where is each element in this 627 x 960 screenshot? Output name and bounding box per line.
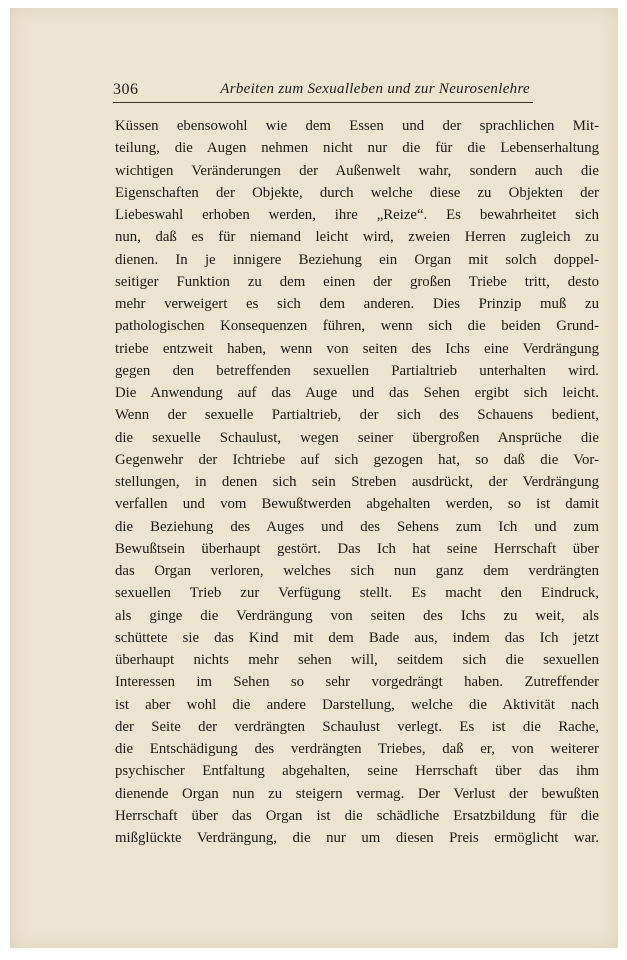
body-text — [115, 115, 599, 849]
page-header — [113, 79, 530, 103]
text-line: der Seite der verdrängten Schaulust verlegt. Es ist die Rache, — [115, 718, 599, 735]
text-line: Liebeswahl erhoben werden, ihre „Reize“. Es bewahrheitet sich — [115, 207, 599, 223]
text-line: pathologischen Konsequenzen führen, wenn sich die beiden Grund- — [115, 318, 599, 335]
text-line: nun, daß es für niemand leicht wird, zweien Herren zugleich zu — [115, 229, 599, 246]
text-line: schüttete sie das Kind mit dem Bade aus, indem das Ich jetzt — [115, 629, 599, 646]
text-line: ist aber wohl die andere Darstellung, welche die Aktivität nach — [115, 696, 599, 713]
header-rule — [113, 102, 533, 103]
text-line: psychischer Entfaltung abgehalten, seine Herrschaft über das ihm — [115, 763, 599, 780]
text-line: stellungen, in denen sich sein Streben ausdrückt, der Verdrängung — [115, 474, 599, 490]
text-line: mißglückte Verdrängung, die nur um diesen Preis ermöglicht war. — [115, 830, 599, 846]
text-line: Bewußtsein überhaupt gestört. Das Ich hat seine Herrschaft über — [115, 540, 599, 557]
page-number: 306 — [113, 81, 139, 98]
text-line: Interessen im Sehen so sehr vorgedrängt haben. Zutreffender — [115, 674, 599, 691]
text-line: wichtigen Veränderungen der Außenwelt wahr, sondern auch die — [115, 162, 599, 179]
text-line: teilung, die Augen nehmen nicht nur die für die Lebenserhaltung — [115, 140, 599, 157]
text-line: Herrschaft über das Organ ist die schädliche Ersatzbildung für die — [115, 807, 599, 824]
text-line: Die Anwendung auf das Auge und das Sehen ergibt sich leicht. — [115, 385, 599, 401]
text-line: gegen den betreffenden sexuellen Partialtrieb unterhalten wird. — [115, 362, 599, 379]
text-line: dienende Organ nun zu steigern vermag. Der Verlust der bewußten — [115, 785, 599, 802]
text-line: das Organ verloren, welches sich nun ganz dem verdrängten — [115, 563, 599, 579]
text-line: Wenn der sexuelle Partialtrieb, der sich des Schauens bedient, — [115, 407, 599, 424]
text-line: verfallen und vom Bewußtwerden abgehalten werden, so ist damit — [115, 496, 599, 513]
text-line: Küssen ebensowohl wie dem Essen und der sprachlichen Mit- — [115, 118, 599, 134]
text-line: sexuellen Trieb zur Verfügung stellt. Es macht den Eindruck, — [115, 585, 599, 602]
running-title: Arbeiten zum Sexualleben und zur Neurosenlehre — [220, 81, 530, 97]
text-line: seitiger Funktion zu dem einen der großen Triebe tritt, desto — [115, 273, 599, 290]
text-line: die sexuelle Schaulust, wegen seiner übergroßen Ansprüche die — [115, 429, 599, 446]
text-line: Gegenwehr der Ichtriebe auf sich gezogen hat, so daß die Vor- — [115, 451, 599, 468]
text-line: die Beziehung des Auges und des Sehens zum Ich und zum — [115, 518, 599, 535]
text-line: dienen. In je innigere Beziehung ein Organ mit solch doppel- — [115, 251, 599, 268]
text-line: als ginge die Verdrängung von seiten des Ichs zu weit, als — [115, 607, 599, 624]
text-line: Eigenschaften der Objekte, durch welche diese zu Objekten der — [115, 184, 599, 201]
text-line: die Entschädigung des verdrängten Triebes, daß er, von weiterer — [115, 741, 599, 757]
text-line: überhaupt nichts mehr sehen will, seitdem sich die sexuellen — [115, 652, 599, 668]
text-line: mehr verweigert es sich dem anderen. Dies Prinzip muß zu — [115, 296, 599, 312]
text-line: triebe entzweit haben, wenn von seiten des Ichs eine Verdrängung — [115, 340, 599, 357]
